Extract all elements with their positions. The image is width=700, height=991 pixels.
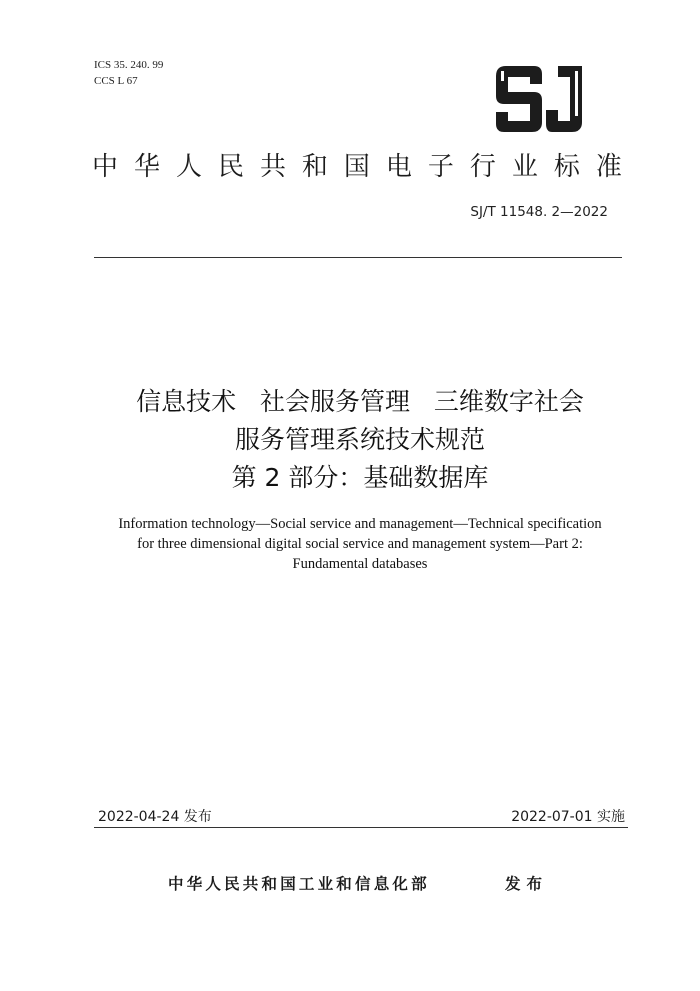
issue-date: 2022-04-24 发布 bbox=[98, 809, 212, 825]
ics-code: ICS 35. 240. 99 bbox=[94, 59, 164, 71]
title-char: 中 bbox=[92, 152, 119, 182]
title-char: 子 bbox=[427, 152, 454, 182]
standard-category-title bbox=[92, 146, 622, 183]
ics-ccs-block bbox=[94, 57, 163, 89]
bottom-divider bbox=[94, 827, 628, 828]
ccs-code: CCS L 67 bbox=[94, 75, 138, 87]
title-char: 行 bbox=[469, 152, 496, 182]
document-title-cn-line2: 服务管理系统技术规范 bbox=[234, 425, 485, 454]
document-title-en-line1: Information technology—Social service and management—Technical specification bbox=[118, 516, 602, 532]
title-char: 业 bbox=[511, 152, 538, 182]
title-char: 共 bbox=[259, 152, 286, 182]
document-title-cn-line1: 信息技术 社会服务管理 三维数字社会 bbox=[136, 387, 584, 416]
title-char: 人 bbox=[175, 152, 202, 182]
document-title-en-line2: for three dimensional digital social service and management system—Part 2: bbox=[137, 536, 583, 552]
standard-number: SJ/T 11548. 2—2022 bbox=[470, 204, 608, 220]
implementation-date: 2022-07-01 实施 bbox=[511, 809, 625, 825]
title-char: 准 bbox=[595, 152, 622, 182]
document-title-en-line3: Fundamental databases bbox=[292, 556, 428, 572]
title-char: 华 bbox=[133, 152, 160, 182]
issuing-authority: 中华人民共和国工业和信息化部 bbox=[168, 875, 430, 893]
sj-logo bbox=[492, 64, 584, 134]
title-char: 标 bbox=[553, 152, 580, 182]
title-char: 国 bbox=[343, 152, 370, 182]
title-char: 民 bbox=[217, 152, 244, 182]
title-char: 电 bbox=[385, 152, 412, 182]
issuing-label: 发布 bbox=[505, 875, 549, 893]
title-char: 和 bbox=[301, 152, 328, 182]
document-title-en bbox=[80, 514, 640, 574]
document-title-cn-line3: 第 2 部分：基础数据库 bbox=[231, 463, 489, 492]
top-divider bbox=[94, 257, 622, 258]
